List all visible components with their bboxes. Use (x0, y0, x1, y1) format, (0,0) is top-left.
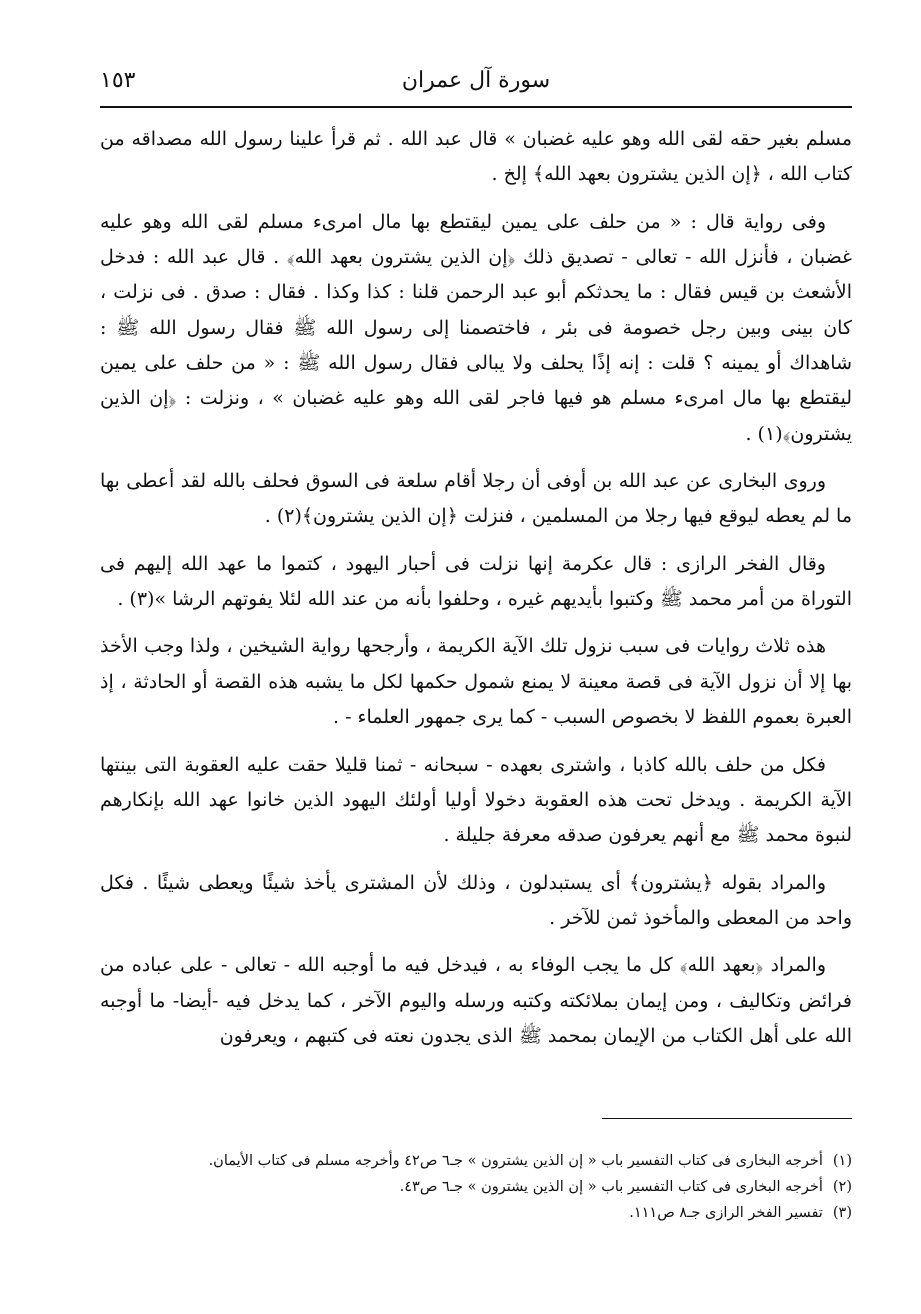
footnote-text: تفسير الفخر الرازى جـ٨ ص١١١. (629, 1205, 823, 1221)
page-number: ١٥٣ (100, 68, 136, 93)
header-rule (100, 106, 852, 108)
footnote-text: أخرجه البخارى فى كتاب التفسير باب « إن الذين يشترون » جـ٦ ص٤٣. (399, 1179, 823, 1195)
footnote-number: (١) (832, 1153, 852, 1169)
paragraph-7: والمراد بقوله ﴿يشترون﴾ أى يستبدلون ، وذلك لأن المشترى يأخذ شيئًا ويعطى شيئًا . فكل واحد من المعطى والمأخوذ ثمن للآخر . (100, 871, 852, 929)
running-title: سورة آل عمران (401, 68, 551, 93)
footnote-number: (٢) (832, 1179, 852, 1195)
paragraph-2: وفى رواية قال : « من حلف على يمين ليقتطع بها مال امرىء مسلم لقى الله وهو عليه غضبان ، فأنزل الله - تعالى - تصديق ذلك ﴿إن الذين يشترون بعهد الله﴾ . قال عبد الله : فدخل الأشعث بن قيس فقال : ما يحدثكم أبو عبد الرحمن قلنا : كذا وكذا . فقال : صدق . فى نزلت ، كان بينى وبين رجل خصومة فى بئر ، فاختصمنا إلى رسول الله ﷺ فقال رسول الله ﷺ : شاهداك أو يمينه ؟ قلت : إنه إذًا يحلف ولا يبالى فقال رسول الله ﷺ : « من حلف على يمين ليقتطع بها مال امرىء مسلم هو فيها فاجر لقى الله وهو عليه غضبان » ، ونزلت : ﴿إن الذين يشترون﴾(١) . (100, 210, 852, 445)
footnote-1 (100, 1148, 852, 1174)
paragraph-1: مسلم بغير حقه لقى الله وهو عليه غضبان » قال عبد الله . ثم قرأ علينا رسول الله مصداقه من كتاب الله ، ﴿إن الذين يشترون بعهد الله﴾ إلخ . (100, 128, 852, 186)
main-text (100, 122, 852, 1066)
footnote-separator (602, 1118, 852, 1119)
paragraph-6: فكل من حلف بالله كاذبا ، واشترى بعهده - سبحانه - ثمنا قليلا حقت عليه العقوبة التى بينتها الآية الكريمة . ويدخل تحت هذه العقوبة دخولا أوليا أولئك اليهود الذين خانوا عهد الله بإنكارهم لنبوة محمد ﷺ مع أنهم يعرفون صدقه معرفة جليلة . (100, 753, 852, 847)
footnote-text: أخرجه البخارى فى كتاب التفسير باب « إن الذين يشترون » جـ٦ ص٤٢ وأخرجه مسلم فى كتاب الأيمان. (208, 1153, 823, 1169)
page-header (100, 62, 852, 104)
footnotes (100, 1148, 852, 1226)
paragraph-4: وقال الفخر الرازى : قال عكرمة إنها نزلت فى أحبار اليهود ، كتموا ما عهد الله إليهم فى التوراة من أمر محمد ﷺ وكتبوا بأيديهم غيره ، وحلفوا بأنه من عند الله لئلا يفوتهم الرشا »(٣) . (100, 552, 852, 611)
footnote-number: (٣) (832, 1205, 852, 1221)
paragraph-5: هذه ثلاث روايات فى سبب نزول تلك الآية الكريمة ، وأرجحها رواية الشيخين ، ولذا وجب الأخذ بها إلا أن نزول الآية فى قصة معينة لا يمنع شمول حكمها لكل ما يشبه هذه القصة أو الحادثة ، إذ العبرة بعموم اللفظ لا بخصوص السبب - كما يرى جمهور العلماء - . (100, 635, 852, 729)
paragraph-3: وروى البخارى عن عبد الله بن أوفى أن رجلا أقام سلعة فى السوق فحلف بالله لقد أعطى بها ما لم يعطه ليوقع فيها رجلا من المسلمين ، فنزلت ﴿إن الذين يشترون﴾(٢) . (100, 470, 852, 528)
paragraph-8: والمراد ﴿بعهد الله﴾ كل ما يجب الوفاء به ، فيدخل فيه ما أوجبه الله - تعالى - على عباده من فرائض وتكاليف ، ومن إيمان بملائكته وكتبه ورسله واليوم الآخر ، كما يدخل فيه -أيضا- ما أوجبه الله على أهل الكتاب من الإيمان بمحمد ﷺ الذى يجدون نعته فى كتبهم ، ويعرفون (100, 954, 852, 1047)
footnote-2 (100, 1174, 852, 1200)
footnote-3 (100, 1200, 852, 1226)
